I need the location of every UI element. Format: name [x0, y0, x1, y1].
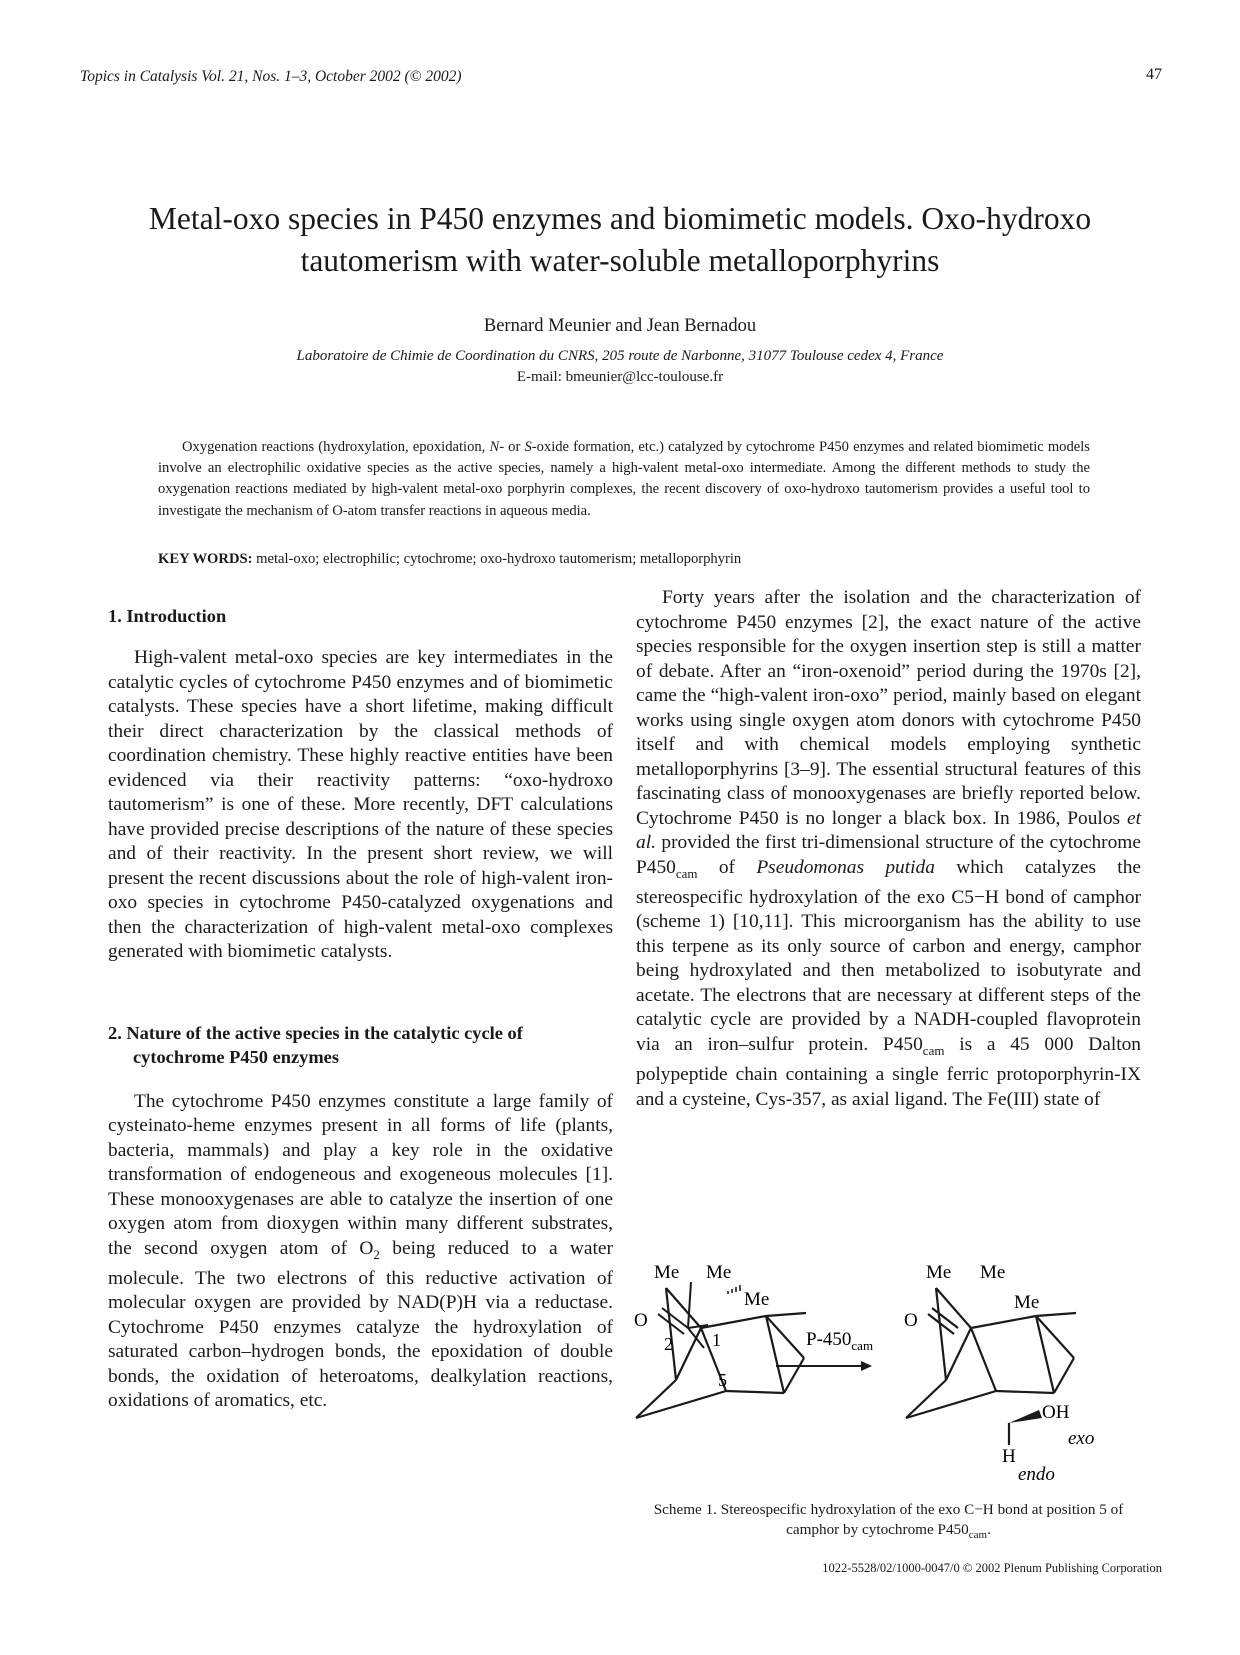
- section-2-sub: 2: [373, 1246, 380, 1262]
- reaction-arrowhead: [861, 1361, 872, 1371]
- rc-text-2: provided the first tri-dimensional structure of the cytochrome P450: [636, 832, 1141, 878]
- scheme-me-5: Me: [980, 1262, 1006, 1283]
- scheme-oh: OH: [1042, 1402, 1070, 1423]
- rc-sub-cam-2: cam: [922, 1042, 945, 1058]
- rc-text-3: of: [697, 856, 757, 878]
- scheme-caption: [636, 1500, 1141, 1545]
- keywords-text: metal-oxo; electrophilic; cytochrome; oxo-hydroxo tautomerism; metalloporphyrin: [252, 551, 742, 567]
- wedge-bond-oh: [1009, 1410, 1042, 1423]
- section-2-heading: [108, 1021, 613, 1069]
- scheme-o-right: O: [904, 1310, 918, 1331]
- scheme-me-1: Me: [654, 1262, 680, 1283]
- rc-sub-cam-1: cam: [675, 865, 698, 881]
- scheme-me-2: Me: [706, 1262, 732, 1283]
- abstract-s: S: [524, 439, 532, 455]
- rc-text-4: which catalyzes the stereospecific hydroxylation of the exo C5−H bond of camphor (scheme 1) [10,11]. This microorganism has the ability to use this terpene as its only source of carbon and energy, camphor being hydroxylated and then metabolized to isobutyrate and acetate. The electrons that are necessary at different steps of the catalytic cycle are provided by a NADH-coupled flavoprotein via an iron–sulfur protein. P450: [636, 856, 1141, 1055]
- section-1-heading: 1. Introduction: [108, 606, 227, 626]
- camphor-structure: [636, 1288, 806, 1418]
- scheme-me-3: Me: [744, 1289, 770, 1310]
- rc-etal: et al.: [636, 807, 1141, 853]
- section-2-text-b: being reduced to a water molecule. The two electrons of this reductive activation of molecular oxygen are provided by NAD(P)H via a reductase. Cytochrome P450 enzymes catalyze the hydroxylation of saturated carbon–hydrogen bonds, the epoxidation of double bonds, the oxidation of heteroatoms, dealkylation reactions, oxidations of aromatics, etc.: [108, 1237, 613, 1412]
- left-column: [108, 604, 613, 1414]
- title-line-1: Metal-oxo species in P450 enzymes and biomimetic models. Oxo-hydroxo: [148, 201, 1092, 236]
- scheme-1-figure: [634, 1248, 1141, 1485]
- journal-header: Topics in Catalysis Vol. 21, Nos. 1–3, October 2002 (© 2002): [80, 68, 462, 85]
- abstract-part-1: Oxygenation reactions (hydroxylation, epoxidation,: [182, 439, 490, 455]
- title-line-2: tautomerism with water-soluble metalloporphyrins: [300, 243, 940, 278]
- scheme-me-6: Me: [1014, 1292, 1040, 1313]
- abstract-n: N: [489, 439, 500, 455]
- hydroxycamphor-structure: [904, 1262, 1094, 1485]
- section-2-heading-line-1: 2. Nature of the active species in the catalytic cycle of: [108, 1022, 523, 1043]
- scheme-exo: exo: [1068, 1428, 1095, 1449]
- caption-sub: cam: [968, 1529, 988, 1542]
- scheme-o-left: O: [634, 1310, 648, 1331]
- scheme-h: H: [1002, 1446, 1016, 1467]
- keywords: [158, 551, 741, 568]
- scheme-enzyme-sub: cam: [851, 1338, 874, 1353]
- section-2-paragraph: [108, 1090, 613, 1414]
- hash-bond-left: [728, 1285, 740, 1294]
- rc-species: Pseudomonas putida: [756, 856, 935, 878]
- keywords-label: KEY WORDS:: [158, 551, 253, 567]
- section-1-paragraph: High-valent metal-oxo species are key intermediates in the catalytic cycles of cytochrome P450 enzymes and of biomimetic catalysts. These species have a short lifetime, making difficult their direct characterization by the classical methods of coordination chemistry. These highly reactive entities have been evidenced via their reactivity patterns: “oxo-hydroxo tautomerism” is one of these. More recently, DFT calculations have provided precise descriptions of the nature of these species and of their reactivity. In the present short review, we will present the recent discussions about the role of high-valent iron-oxo species in cytochrome P450-catalyzed oxygenations and then the characterization of high-valent metal-oxo complexes generated with biomimetic catalysts.: [108, 647, 613, 962]
- caption-end: .: [987, 1521, 991, 1538]
- page-number: 47: [1146, 66, 1162, 83]
- abstract-part-2: - or: [499, 439, 525, 455]
- rc-text-5: is a 45 000 Dalton polypeptide chain containing a single ferric protoporphyrin-IX and a cysteine, Cys-357, as axial ligand. The Fe(III) state of: [636, 1033, 1141, 1110]
- affiliation: Laboratoire de Chimie de Coordination du CNRS, 205 route de Narbonne, 31077 Toulouse cedex 4, France: [296, 348, 944, 364]
- right-column-paragraph: [636, 586, 1141, 1112]
- scheme-enzyme-label: [806, 1329, 873, 1353]
- authors: Bernard Meunier and Jean Bernadou: [483, 316, 757, 336]
- section-2-text-a: The cytochrome P450 enzymes constitute a large family of cysteinato-heme enzymes present in all forms of life (plants, bacteria, mammals) and play a key role in the oxidative transformation of endogeneous and exogeneous molecules [1]. These monooxygenases are able to catalyze the insertion of one oxygen atom from dioxygen within many different substrates, the second oxygen atom of O: [108, 1090, 613, 1259]
- rc-text-1: Forty years after the isolation and the characterization of cytochrome P450 enzymes [2], the exact nature of the active species responsible for the oxygen insertion step is still a matter of debate. After an “iron-oxenoid” period during the 1970s [2], came the “high-valent iron-oxo” period, mainly based on elegant works using single oxygen atom donors with cytochrome P450 itself and with chemical models employing synthetic metalloporphyrins [3–9]. The essential structural features of this fascinating class of monooxygenases are briefly reported below. Cytochrome P450 is no longer a black box. In 1986, Poulos: [636, 587, 1141, 829]
- scheme-locant-1: 1: [712, 1330, 721, 1350]
- copyright-footer: 1022-5528/02/1000-0047/0 © 2002 Plenum Publishing Corporation: [822, 1561, 1162, 1575]
- caption-text: Scheme 1. Stereospecific hydroxylation of the exo C−H bond at position 5 of camphor by cytochrome P450: [653, 1501, 1124, 1538]
- abstract: [158, 437, 1090, 522]
- section-2-heading-line-2: cytochrome P450 enzymes: [133, 1046, 339, 1067]
- scheme-locant-2: 2: [664, 1334, 673, 1354]
- article-title: [60, 198, 1180, 282]
- scheme-endo: endo: [1018, 1464, 1055, 1485]
- scheme-enzyme-name: P-450: [806, 1329, 852, 1350]
- scheme-me-4: Me: [926, 1262, 952, 1283]
- right-column: [636, 586, 1141, 1112]
- abstract-part-3: -oxide formation, etc.) catalyzed by cytochrome P450 enzymes and related biomimetic models involve an electrophilic oxidative species as the active species, namely a high-valent metal-oxo intermediate. Among the different methods to study the oxygenation reactions mediated by high-valent metal-oxo porphyrin complexes, the recent discovery of oxo-hydroxo tautomerism provides a useful tool to investigate the mechanism of O-atom transfer reactions in aqueous media.: [158, 439, 1090, 519]
- email: E-mail: bmeunier@lcc-toulouse.fr: [516, 369, 724, 385]
- scheme-locant-5: 5: [718, 1370, 727, 1390]
